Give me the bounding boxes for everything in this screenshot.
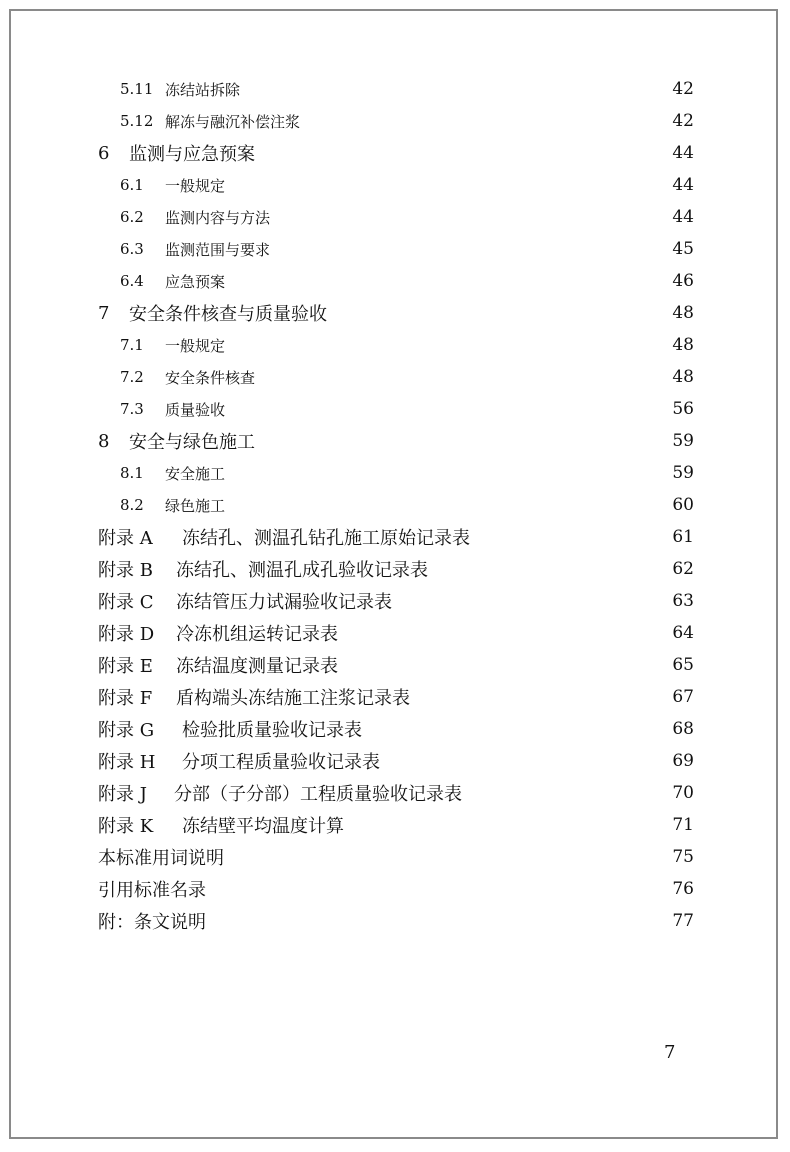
toc-entry-page: 75 <box>672 847 694 867</box>
toc-entry-6-4[interactable] <box>120 266 694 296</box>
toc-entry-number: 附录 H <box>98 752 156 773</box>
toc-entry-7-2[interactable] <box>120 362 694 392</box>
toc-entry-title: 冻结温度测量记录表 <box>176 656 338 677</box>
toc-entry-title: 引用标准名录 <box>98 880 206 901</box>
dot-leader <box>274 234 662 264</box>
toc-entry-appendix-h[interactable] <box>98 746 694 776</box>
toc-entry-page: 48 <box>672 367 694 387</box>
dot-leader <box>396 586 662 616</box>
toc-entry-number: 7.2 <box>120 368 144 386</box>
dot-leader <box>432 554 662 584</box>
toc-entry-page: 45 <box>672 239 694 259</box>
dot-leader <box>229 458 662 488</box>
toc-entry-5-11[interactable] <box>120 74 694 104</box>
dot-leader <box>210 874 662 904</box>
toc-entry-page: 64 <box>672 623 694 643</box>
toc-entry-page: 69 <box>672 751 694 771</box>
toc-entry-8[interactable] <box>98 426 694 456</box>
dot-leader <box>228 842 662 872</box>
toc-entry-6-2[interactable] <box>120 202 694 232</box>
toc-entry-appendix-a[interactable] <box>98 522 694 552</box>
toc-entry-page: 42 <box>672 111 694 131</box>
toc-entry-number: 8.1 <box>120 464 144 482</box>
toc-entry-page: 68 <box>672 719 694 739</box>
dot-leader <box>259 138 662 168</box>
toc-entry-page: 59 <box>672 431 694 451</box>
dot-leader <box>348 810 662 840</box>
toc-entry-page: 44 <box>672 143 694 163</box>
toc-entry-clause-explanation[interactable] <box>98 906 694 936</box>
dot-leader <box>384 746 662 776</box>
dot-leader <box>229 394 662 424</box>
toc-entry-title: 冻结壁平均温度计算 <box>182 816 344 837</box>
toc-entry-page: 42 <box>672 79 694 99</box>
toc-entry-title: 安全条件核查与质量验收 <box>129 304 327 325</box>
toc-entry-title: 本标准用词说明 <box>98 848 224 869</box>
toc-entry-title: 分部（子分部）工程质量验收记录表 <box>174 784 462 805</box>
toc-entry-appendix-e[interactable] <box>98 650 694 680</box>
toc-entry-appendix-f[interactable] <box>98 682 694 712</box>
toc-entry-number: 附录 J <box>98 784 147 805</box>
toc-entry-referenced-standards[interactable] <box>98 874 694 904</box>
toc-entry-page: 48 <box>672 303 694 323</box>
toc-entry-7-1[interactable] <box>120 330 694 360</box>
toc-entry-page: 60 <box>672 495 694 515</box>
dot-leader <box>304 106 662 136</box>
dot-leader <box>366 714 662 744</box>
dot-leader <box>244 74 662 104</box>
toc-entry-title: 冻结站拆除 <box>165 80 241 99</box>
toc-entry-title: 分项工程质量验收记录表 <box>182 752 380 773</box>
toc-entry-page: 71 <box>672 815 694 835</box>
toc-entry-title: 冷冻机组运转记录表 <box>176 624 338 645</box>
toc-entry-appendix-k[interactable] <box>98 810 694 840</box>
toc-entry-title: 盾构端头冻结施工注浆记录表 <box>176 688 410 709</box>
toc-entry-title: 安全施工 <box>165 464 226 483</box>
toc-entry-appendix-g[interactable] <box>98 714 694 744</box>
toc-entry-page: 44 <box>672 175 694 195</box>
toc-entry-title: 安全与绿色施工 <box>129 432 255 453</box>
dot-leader <box>259 426 662 456</box>
dot-leader <box>229 266 662 296</box>
dot-leader <box>229 490 662 520</box>
toc-entry-page: 59 <box>672 463 694 483</box>
toc-entry-page: 44 <box>672 207 694 227</box>
toc-entry-number: 附录 F <box>98 688 153 709</box>
toc-entry-5-12[interactable] <box>120 106 694 136</box>
toc-entry-number: 6.1 <box>120 176 144 194</box>
toc-entry-number: 5.11 <box>120 80 154 98</box>
dot-leader <box>342 618 662 648</box>
toc-entry-7[interactable] <box>98 298 694 328</box>
toc-entry-title: 监测范围与要求 <box>165 240 271 259</box>
toc-entry-title: 冻结孔、测温孔钻孔施工原始记录表 <box>182 528 470 549</box>
toc-entry-appendix-j[interactable] <box>98 778 694 808</box>
toc-entry-6[interactable] <box>98 138 694 168</box>
toc-entry-number: 7 <box>98 302 110 324</box>
toc-entry-page: 46 <box>672 271 694 291</box>
toc-entry-number: 8.2 <box>120 496 144 514</box>
dot-leader <box>210 906 662 936</box>
toc-entry-page: 61 <box>672 527 694 547</box>
toc-entry-8-1[interactable] <box>120 458 694 488</box>
toc-entry-title: 一般规定 <box>165 176 226 195</box>
dot-leader <box>414 682 662 712</box>
toc-entry-title: 冻结管压力试漏验收记录表 <box>176 592 392 613</box>
toc-entry-page: 77 <box>672 911 694 931</box>
toc-entry-appendix-b[interactable] <box>98 554 694 584</box>
toc-entry-number: 5.12 <box>120 112 154 130</box>
toc-entry-number: 6.3 <box>120 240 144 258</box>
toc-entry-page: 56 <box>672 399 694 419</box>
toc-entry-appendix-c[interactable] <box>98 586 694 616</box>
toc-entry-number: 6.4 <box>120 272 144 290</box>
toc-entry-title: 绿色施工 <box>165 496 226 515</box>
toc-entry-title: 监测与应急预案 <box>129 144 255 165</box>
toc-entry-title: 监测内容与方法 <box>165 208 271 227</box>
toc-entry-standard-wording[interactable] <box>98 842 694 872</box>
toc-entry-page: 48 <box>672 335 694 355</box>
toc-entry-page: 76 <box>672 879 694 899</box>
toc-entry-number: 6.2 <box>120 208 144 226</box>
toc-entry-6-3[interactable] <box>120 234 694 264</box>
toc-entry-title: 冻结孔、测温孔成孔验收记录表 <box>176 560 428 581</box>
dot-leader <box>229 170 662 200</box>
toc-entry-title: 附：条文说明 <box>98 912 206 933</box>
toc-entry-page: 62 <box>672 559 694 579</box>
toc-entry-title: 安全条件核查 <box>165 368 256 387</box>
toc-entry-title: 一般规定 <box>165 336 226 355</box>
dot-leader <box>274 202 662 232</box>
toc-entry-appendix-d[interactable] <box>98 618 694 648</box>
toc-entry-number: 附录 A <box>98 528 153 549</box>
toc-entry-page: 65 <box>672 655 694 675</box>
dot-leader <box>229 330 662 360</box>
toc-entry-number: 附录 K <box>98 816 154 837</box>
dot-leader <box>259 362 662 392</box>
toc-entry-number: 7.1 <box>120 336 144 354</box>
toc-entry-8-2[interactable] <box>120 490 694 520</box>
toc-entry-title: 质量验收 <box>165 400 226 419</box>
toc-entry-7-3[interactable] <box>120 394 694 424</box>
toc-entry-number: 附录 B <box>98 560 153 581</box>
toc-entry-number: 附录 C <box>98 592 154 613</box>
toc-entry-title: 解冻与融沉补偿注浆 <box>165 112 301 131</box>
dot-leader <box>466 778 662 808</box>
toc-entry-number: 8 <box>98 430 110 452</box>
toc-entry-number: 7.3 <box>120 400 144 418</box>
dot-leader <box>331 298 662 328</box>
toc-entry-number: 6 <box>98 142 110 164</box>
page-number: 7 <box>664 1042 676 1063</box>
toc-entry-page: 70 <box>672 783 694 803</box>
toc-entry-number: 附录 D <box>98 624 155 645</box>
toc-entry-page: 67 <box>672 687 694 707</box>
toc-entry-6-1[interactable] <box>120 170 694 200</box>
toc-entry-title: 应急预案 <box>165 272 226 291</box>
toc-entry-title: 检验批质量验收记录表 <box>182 720 362 741</box>
toc-entry-number: 附录 G <box>98 720 155 741</box>
dot-leader <box>474 522 662 552</box>
dot-leader <box>342 650 662 680</box>
toc-entry-number: 附录 E <box>98 656 153 677</box>
toc-entry-page: 63 <box>672 591 694 611</box>
